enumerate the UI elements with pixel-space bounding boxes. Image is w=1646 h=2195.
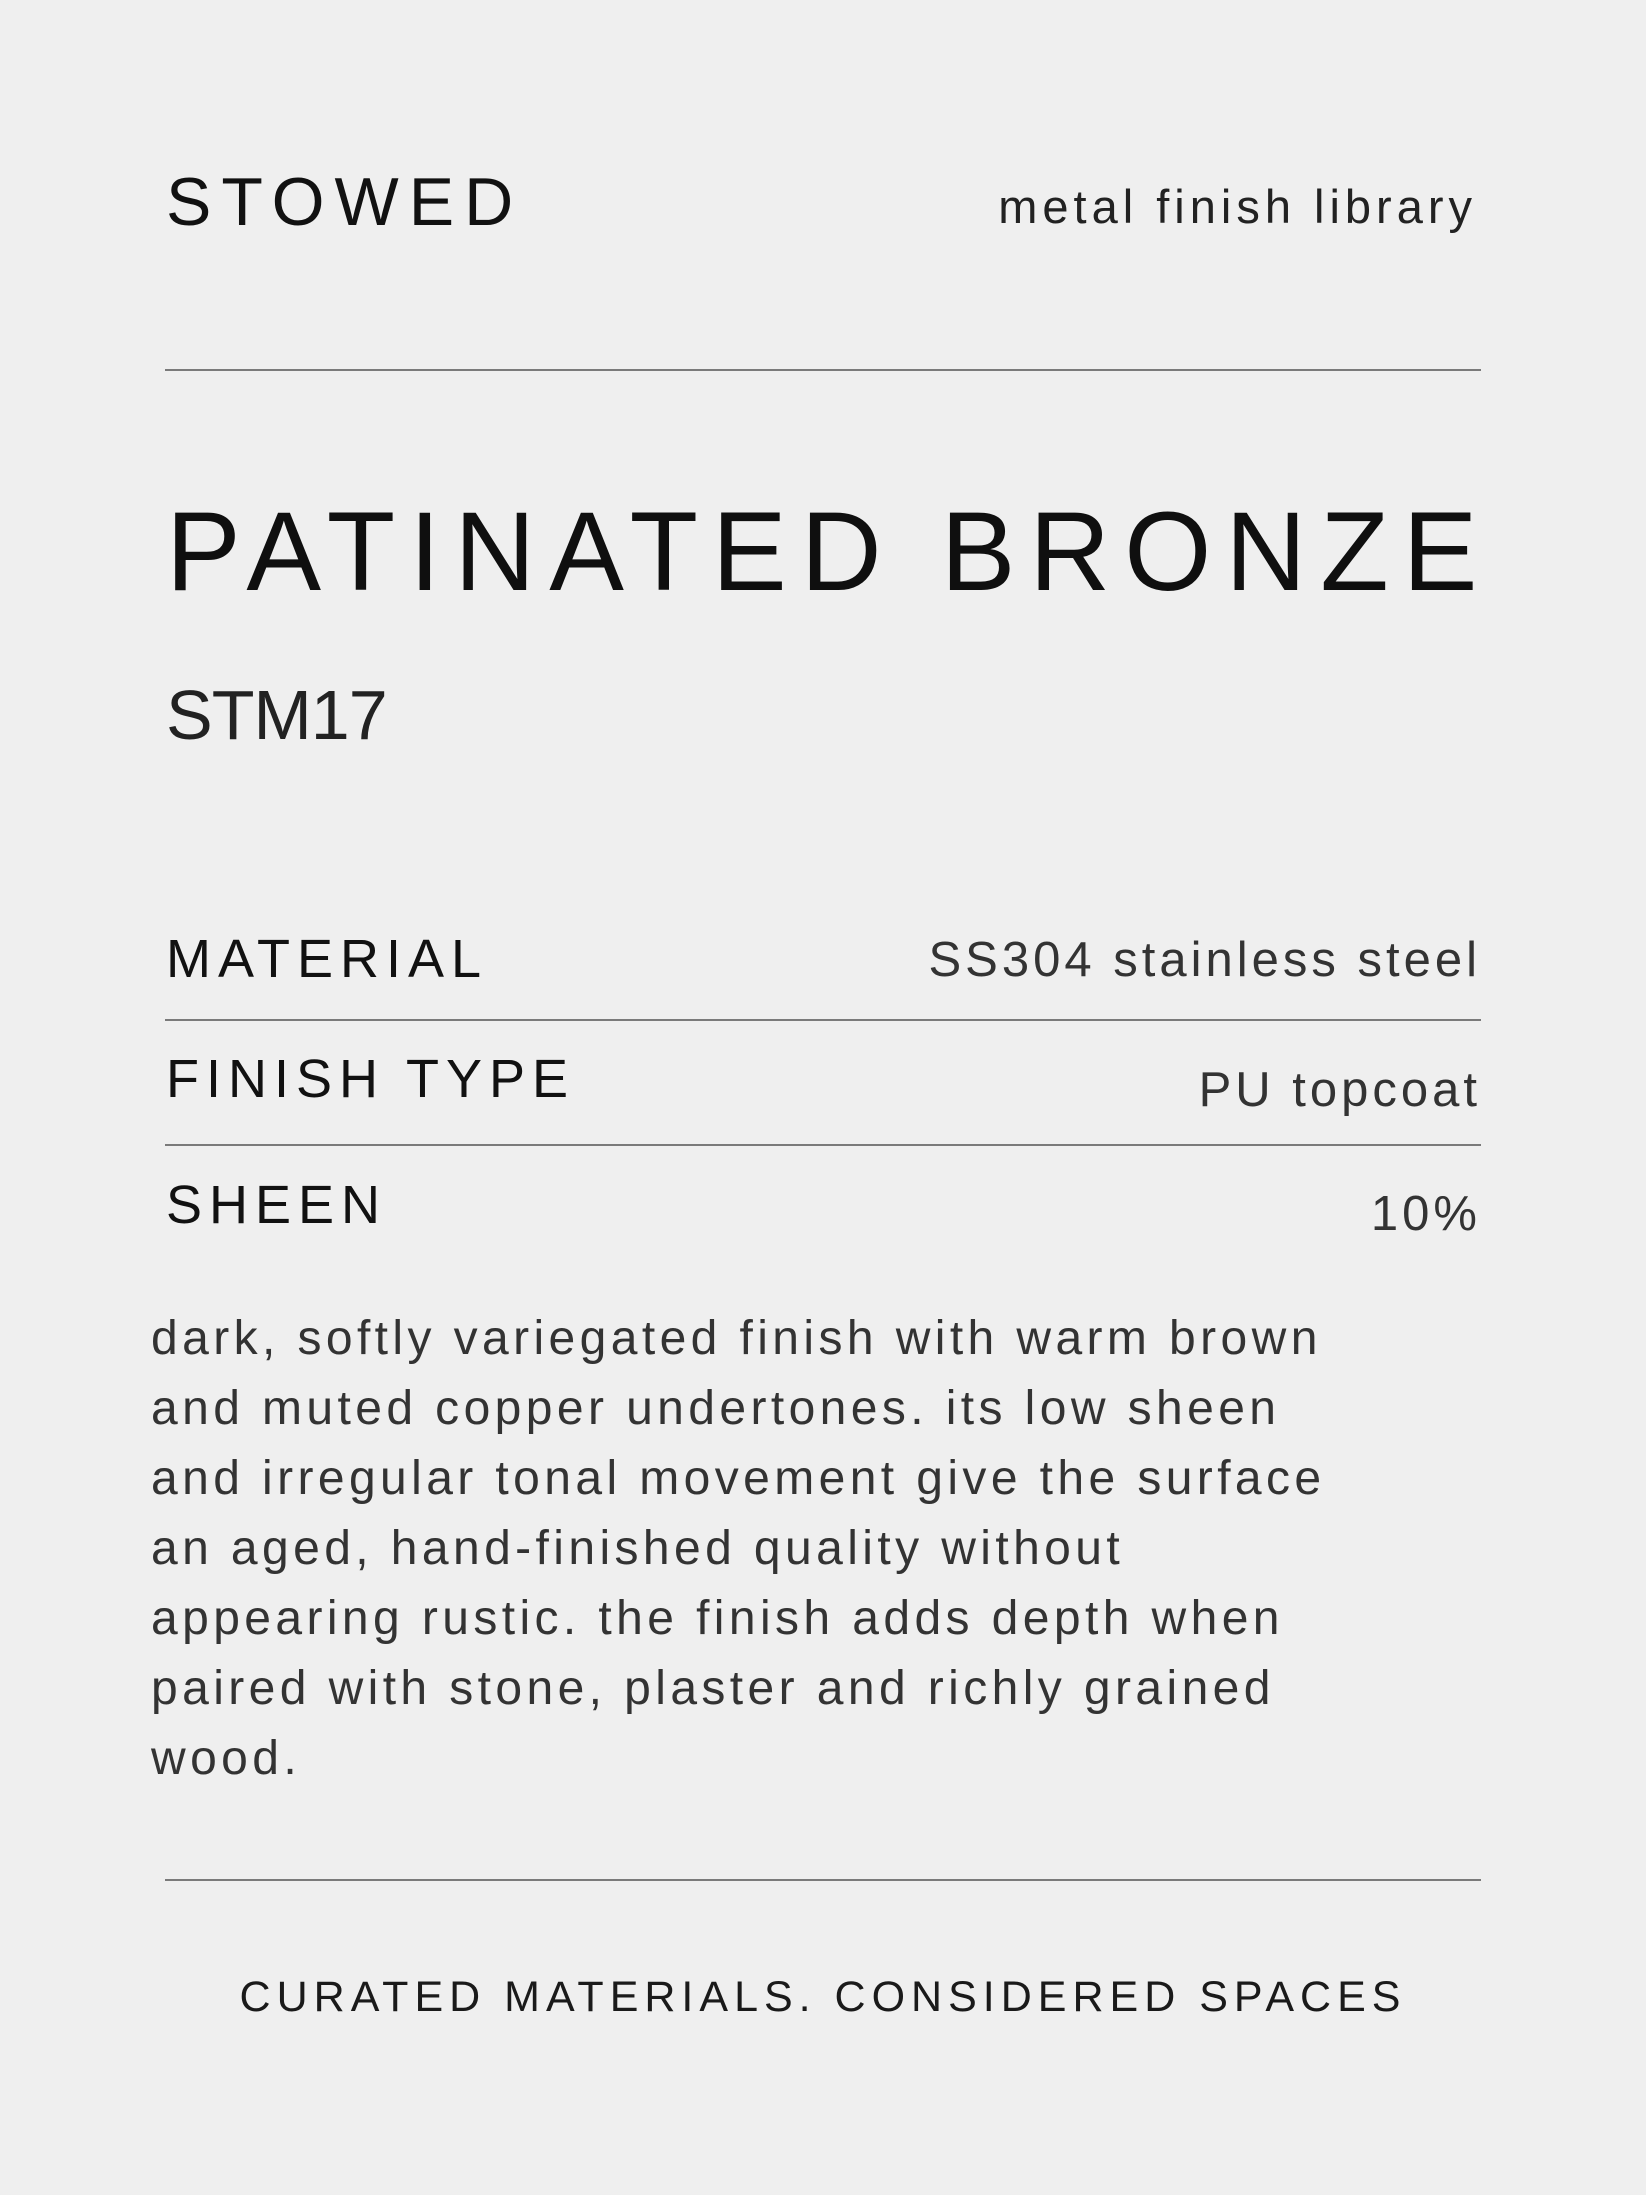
finish-description: dark, softly variegated finish with warm brown and muted copper undertones. its low sheen and irregular tonal movement give the surface an aged, hand-finished quality without appearing rustic. the finish adds depth when paired with stone, plaster and richly grained wood. [151, 1312, 1326, 1785]
footer-tagline: CURATED MATERIALS. CONSIDERED SPACES [239, 1973, 1407, 2021]
spec-value-material: SS304 stainless steel [928, 933, 1481, 987]
library-subtitle: metal finish library [998, 180, 1477, 233]
top-divider [165, 369, 1481, 371]
brand-logo: STOWED [166, 164, 524, 240]
spec-label-sheen: SHEEN [166, 1175, 388, 1235]
product-name: PATINATED BRONZE [166, 489, 1492, 614]
spec-value-sheen: 10% [1370, 1187, 1481, 1241]
bottom-divider [165, 1879, 1481, 1881]
spec-divider-2 [165, 1144, 1481, 1146]
spec-divider-1 [165, 1019, 1481, 1021]
spec-label-finish-type: FINISH TYPE [166, 1049, 576, 1109]
spec-label-material: MATERIAL [166, 929, 489, 989]
spec-value-finish-type: PU topcoat [1198, 1063, 1481, 1117]
product-code: STM17 [166, 676, 387, 754]
